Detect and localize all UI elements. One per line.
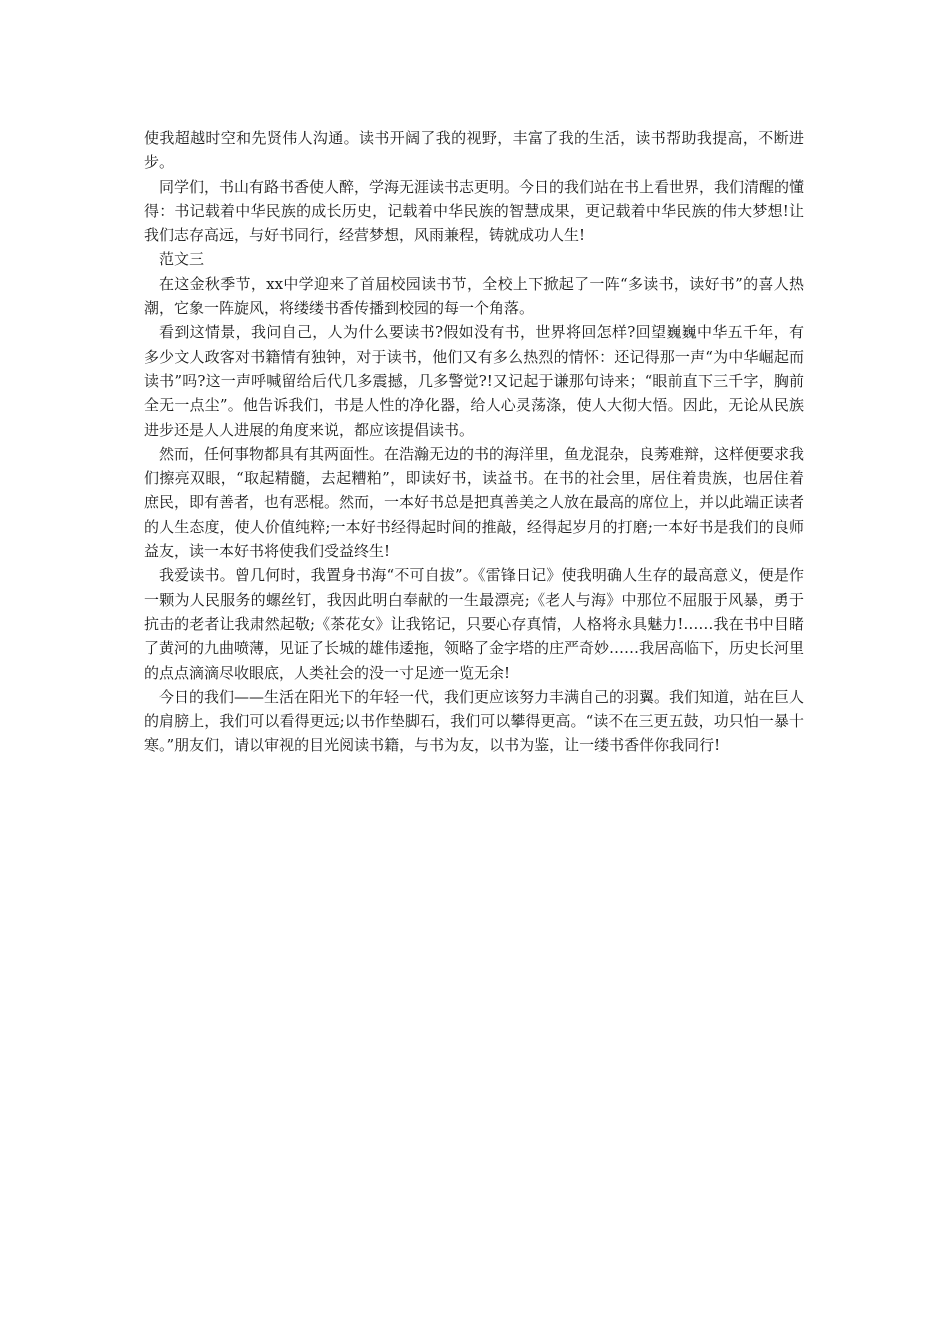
section-heading-fanwen-san: 范文三 xyxy=(159,250,205,269)
paragraph-reading-festival: 在这金秋季节，xx中学迎来了首届校园读书节，全校上下掀起了一阵“多读书，读好书”的喜人热潮，它象一阵旋风，将缕缕书香传播到校园的每一个角落。 xyxy=(144,274,804,318)
paragraph-continuation: 使我超越时空和先贤伟人沟通。读书开阔了我的视野，丰富了我的生活，读书帮助我提高，不断进步。 xyxy=(144,129,804,172)
paragraph-classmates: 同学们，书山有路书香使人醉，学海无涯读书志更明。今日的我们站在书上看世界，我们清醒的懂得：书记载着中华民族的成长历史，记载着中华民族的智慧成果，更记载着中华民族的伟大梦想!让我们志存高远，与好书同行，经营梦想，风雨兼程，铸就成功人生! xyxy=(144,177,805,245)
paragraph-conclusion: 今日的我们——生活在阳光下的年轻一代，我们更应该努力丰满自己的羽翼。我们知道，站在巨人的肩膀上，我们可以看得更远;以书作垫脚石，我们可以攀得更高。“读不在三更五鼓，功只怕一暴十寒。”朋友们，请以审视的目光阅读书籍，与书为友，以书为鉴，让一缕书香伴你我同行! xyxy=(144,687,805,755)
document-page xyxy=(144,126,804,758)
paragraph-why-read: 看到这情景，我问自己，人为什么要读书?假如没有书，世界将回怎样?回望巍巍中华五千年，有多少文人政客对书籍情有独钟，对于读书，他们又有多么热烈的情怀：还记得那一声“为中华崛起而读书”吗?这一声呼喊留给后代几多震撼，几多警觉?!又记起于谦那句诗来；“眼前直下三千字，胸前全无一点尘”。他告诉我们，书是人性的净化器，给人心灵荡涤，使人大彻大悟。因此，无论从民族进步还是人人进展的角度来说，都应该提倡读书。 xyxy=(144,323,804,439)
paragraph-two-sides: 然而，任何事物都具有其两面性。在浩瀚无边的书的海洋里，鱼龙混杂，良莠难辩，这样便要求我们擦亮双眼，“取起精髓，去起糟粕”，即读好书，读益书。在书的社会里，居住着贵族，也居住着庶民，即有善者，也有恶棍。然而，一本好书总是把真善美之人放在最高的席位上，并以此端正读者的人生态度，使人价值纯粹;一本好书经得起时间的推敲，经得起岁月的打磨;一本好书是我们的良师益友，读一本好书将使我们受益终生! xyxy=(144,444,805,561)
paragraph-love-reading: 我爱读书。曾几何时，我置身书海“不可自拔”。《雷锋日记》使我明确人生存的最高意义，便是作一颗为人民服务的螺丝钉，我因此明白奉献的一生最漂亮;《老人与海》中那位不屈服于风暴，勇于抗击的老者让我肃然起敬;《茶花女》让我铭记，只要心存真情，人格将永具魅力!……我在书中目睹了黄河的九曲喷薄，见证了长城的雄伟逶拖，领略了金字塔的庄严奇妙……我居高临下，历史长河里的点点滴滴尽收眼底，人类社会的没一寸足迹一览无余! xyxy=(144,566,805,682)
